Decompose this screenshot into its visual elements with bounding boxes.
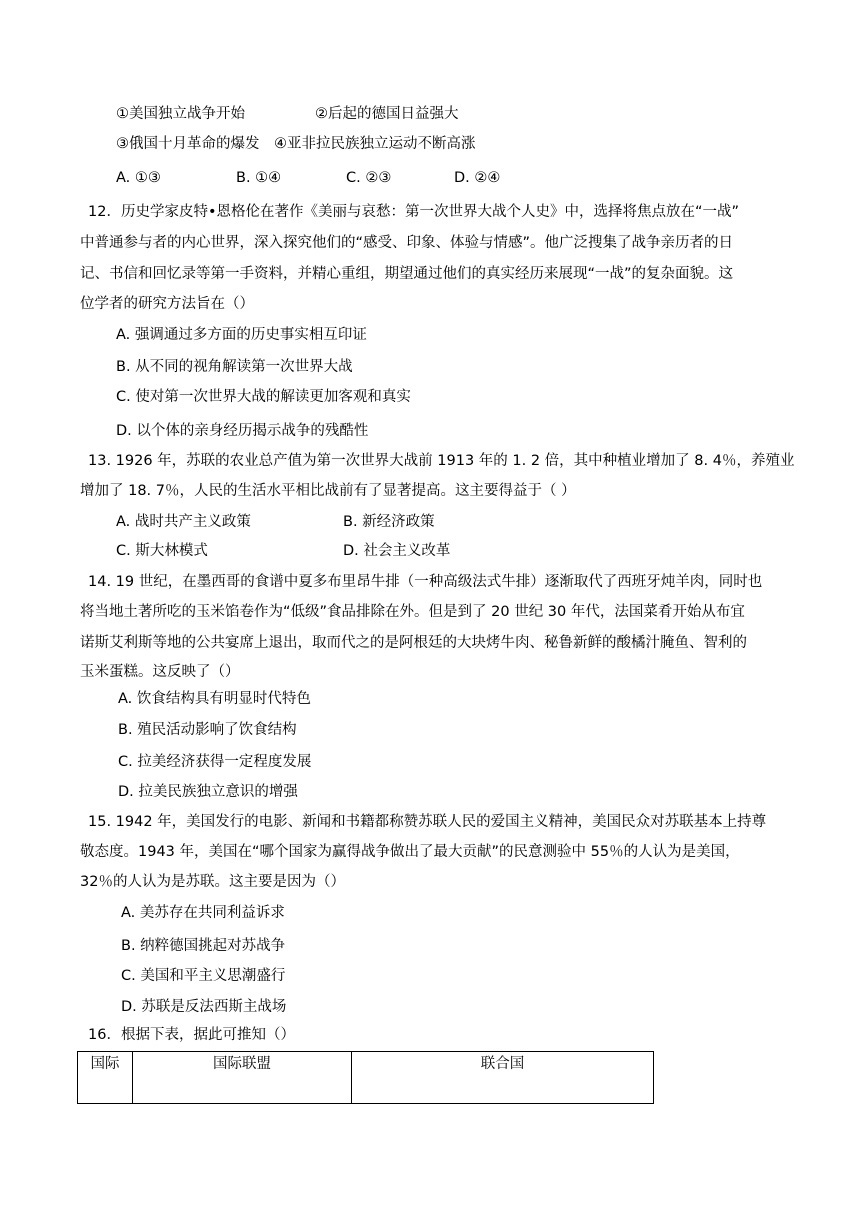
- q13-stem-line-1: 13. 1926 年，苏联的农业总产值为第一次世界大战前 1913 年的 1. 2 倍，其中种植业增加了 8. 4％，养殖业: [88, 453, 795, 469]
- q12-option-c: C. 使对第一次世界大战的解读更加客观和真实: [116, 389, 411, 405]
- q12-option-b: B. 从不同的视角解读第一次世界大战: [116, 359, 353, 375]
- q14-option-c: C. 拉美经济获得一定程度发展: [118, 754, 312, 770]
- q14-option-a: A. 饮食结构具有明显时代特色: [118, 691, 311, 707]
- q16-table: [77, 1051, 654, 1104]
- q11-item-1: ①美国独立战争开始: [116, 106, 245, 122]
- q13-option-b: B. 新经济政策: [343, 514, 435, 530]
- q12-stem-line-1: 12．历史学家皮特•恩格伦在著作《美丽与哀愁：第一次世界大战个人史》中，选择将焦点放在“一战”: [88, 204, 740, 220]
- q15-option-c: C. 美国和平主义思潮盛行: [121, 968, 286, 984]
- q15-stem-line-2: 敬态度。1943 年，美国在“哪个国家为赢得战争做出了最大贡献”的民意测验中 55％的人认为是美国，: [80, 844, 740, 860]
- q14-stem-line-1: 14. 19 世纪，在墨西哥的食谱中夏多布里昂牛排（一种高级法式牛排）逐渐取代了西班牙炖羊肉，同时也: [88, 574, 763, 590]
- table-header-col-1: 国际: [78, 1052, 133, 1103]
- table-header-col-2: 国际联盟: [133, 1052, 352, 1103]
- q11-item-4: ④亚非拉民族独立运动不断高涨: [274, 136, 476, 152]
- q11-item-3: ③俄国十月革命的爆发: [116, 136, 260, 152]
- q12-option-a: A. 强调通过多方面的历史事实相互印证: [116, 327, 367, 343]
- q12-option-d: D. 以个体的亲身经历揭示战争的残酷性: [116, 423, 369, 439]
- q14-stem-line-2: 将当地土著所吃的玉米馅卷作为“低级”食品排除在外。但是到了 20 世纪 30 年代，法国菜肴开始从布宜: [80, 604, 745, 620]
- q14-option-d: D. 拉美民族独立意识的增强: [118, 784, 298, 800]
- q14-stem-line-3: 诺斯艾利斯等地的公共宴席上退出，取而代之的是阿根廷的大块烤牛肉、秘鲁新鲜的酸橘汁腌鱼、智利的: [80, 635, 747, 651]
- q11-option-a: A. ①③: [116, 170, 161, 186]
- q11-option-b: B. ①④: [236, 170, 282, 186]
- q13-option-c: C. 斯大林模式: [116, 543, 208, 559]
- q12-stem-line-2: 中普通参与者的内心世界，深入探究他们的“感受、印象、体验与情感”。他广泛搜集了战争亲历者的日: [80, 235, 734, 251]
- table-header-col-3: 联合国: [480, 1056, 525, 1072]
- q15-stem-line-3: 32％的人认为是苏联。这主要是因为（）: [80, 874, 345, 890]
- q15-option-b: B. 纳粹德国挑起对苏战争: [121, 938, 286, 954]
- q14-option-b: B. 殖民活动影响了饮食结构: [118, 722, 297, 738]
- q13-option-a: A. 战时共产主义政策: [116, 514, 251, 530]
- q14-stem-line-4: 玉米蛋糕。这反映了（）: [80, 664, 240, 680]
- q15-stem-line-1: 15. 1942 年，美国发行的电影、新闻和书籍都称赞苏联人民的爱国主义精神，美国民众对苏联基本上持尊: [88, 814, 767, 830]
- q15-option-a: A. 美苏存在共同利益诉求: [121, 905, 285, 921]
- q11-option-c: C. ②③: [346, 170, 392, 186]
- q11-option-d: D. ②④: [454, 170, 501, 186]
- q12-stem-line-3: 记、书信和回忆录等第一手资料，并精心重组，期望通过他们的真实经历来展现“一战”的复杂面貌。这: [80, 266, 734, 282]
- q15-option-d: D. 苏联是反法西斯主战场: [121, 999, 287, 1015]
- q12-stem-line-4: 位学者的研究方法旨在（）: [80, 296, 254, 312]
- q16-stem-line-1: 16．根据下表，据此可推知（）: [88, 1027, 295, 1043]
- q13-option-d: D. 社会主义改革: [343, 543, 451, 559]
- q11-item-2: ②后起的德国日益强大: [315, 106, 459, 122]
- q13-stem-line-2: 增加了 18. 7％，人民的生活水平相比战前有了显著提高。这主要得益于（ ）: [80, 483, 576, 499]
